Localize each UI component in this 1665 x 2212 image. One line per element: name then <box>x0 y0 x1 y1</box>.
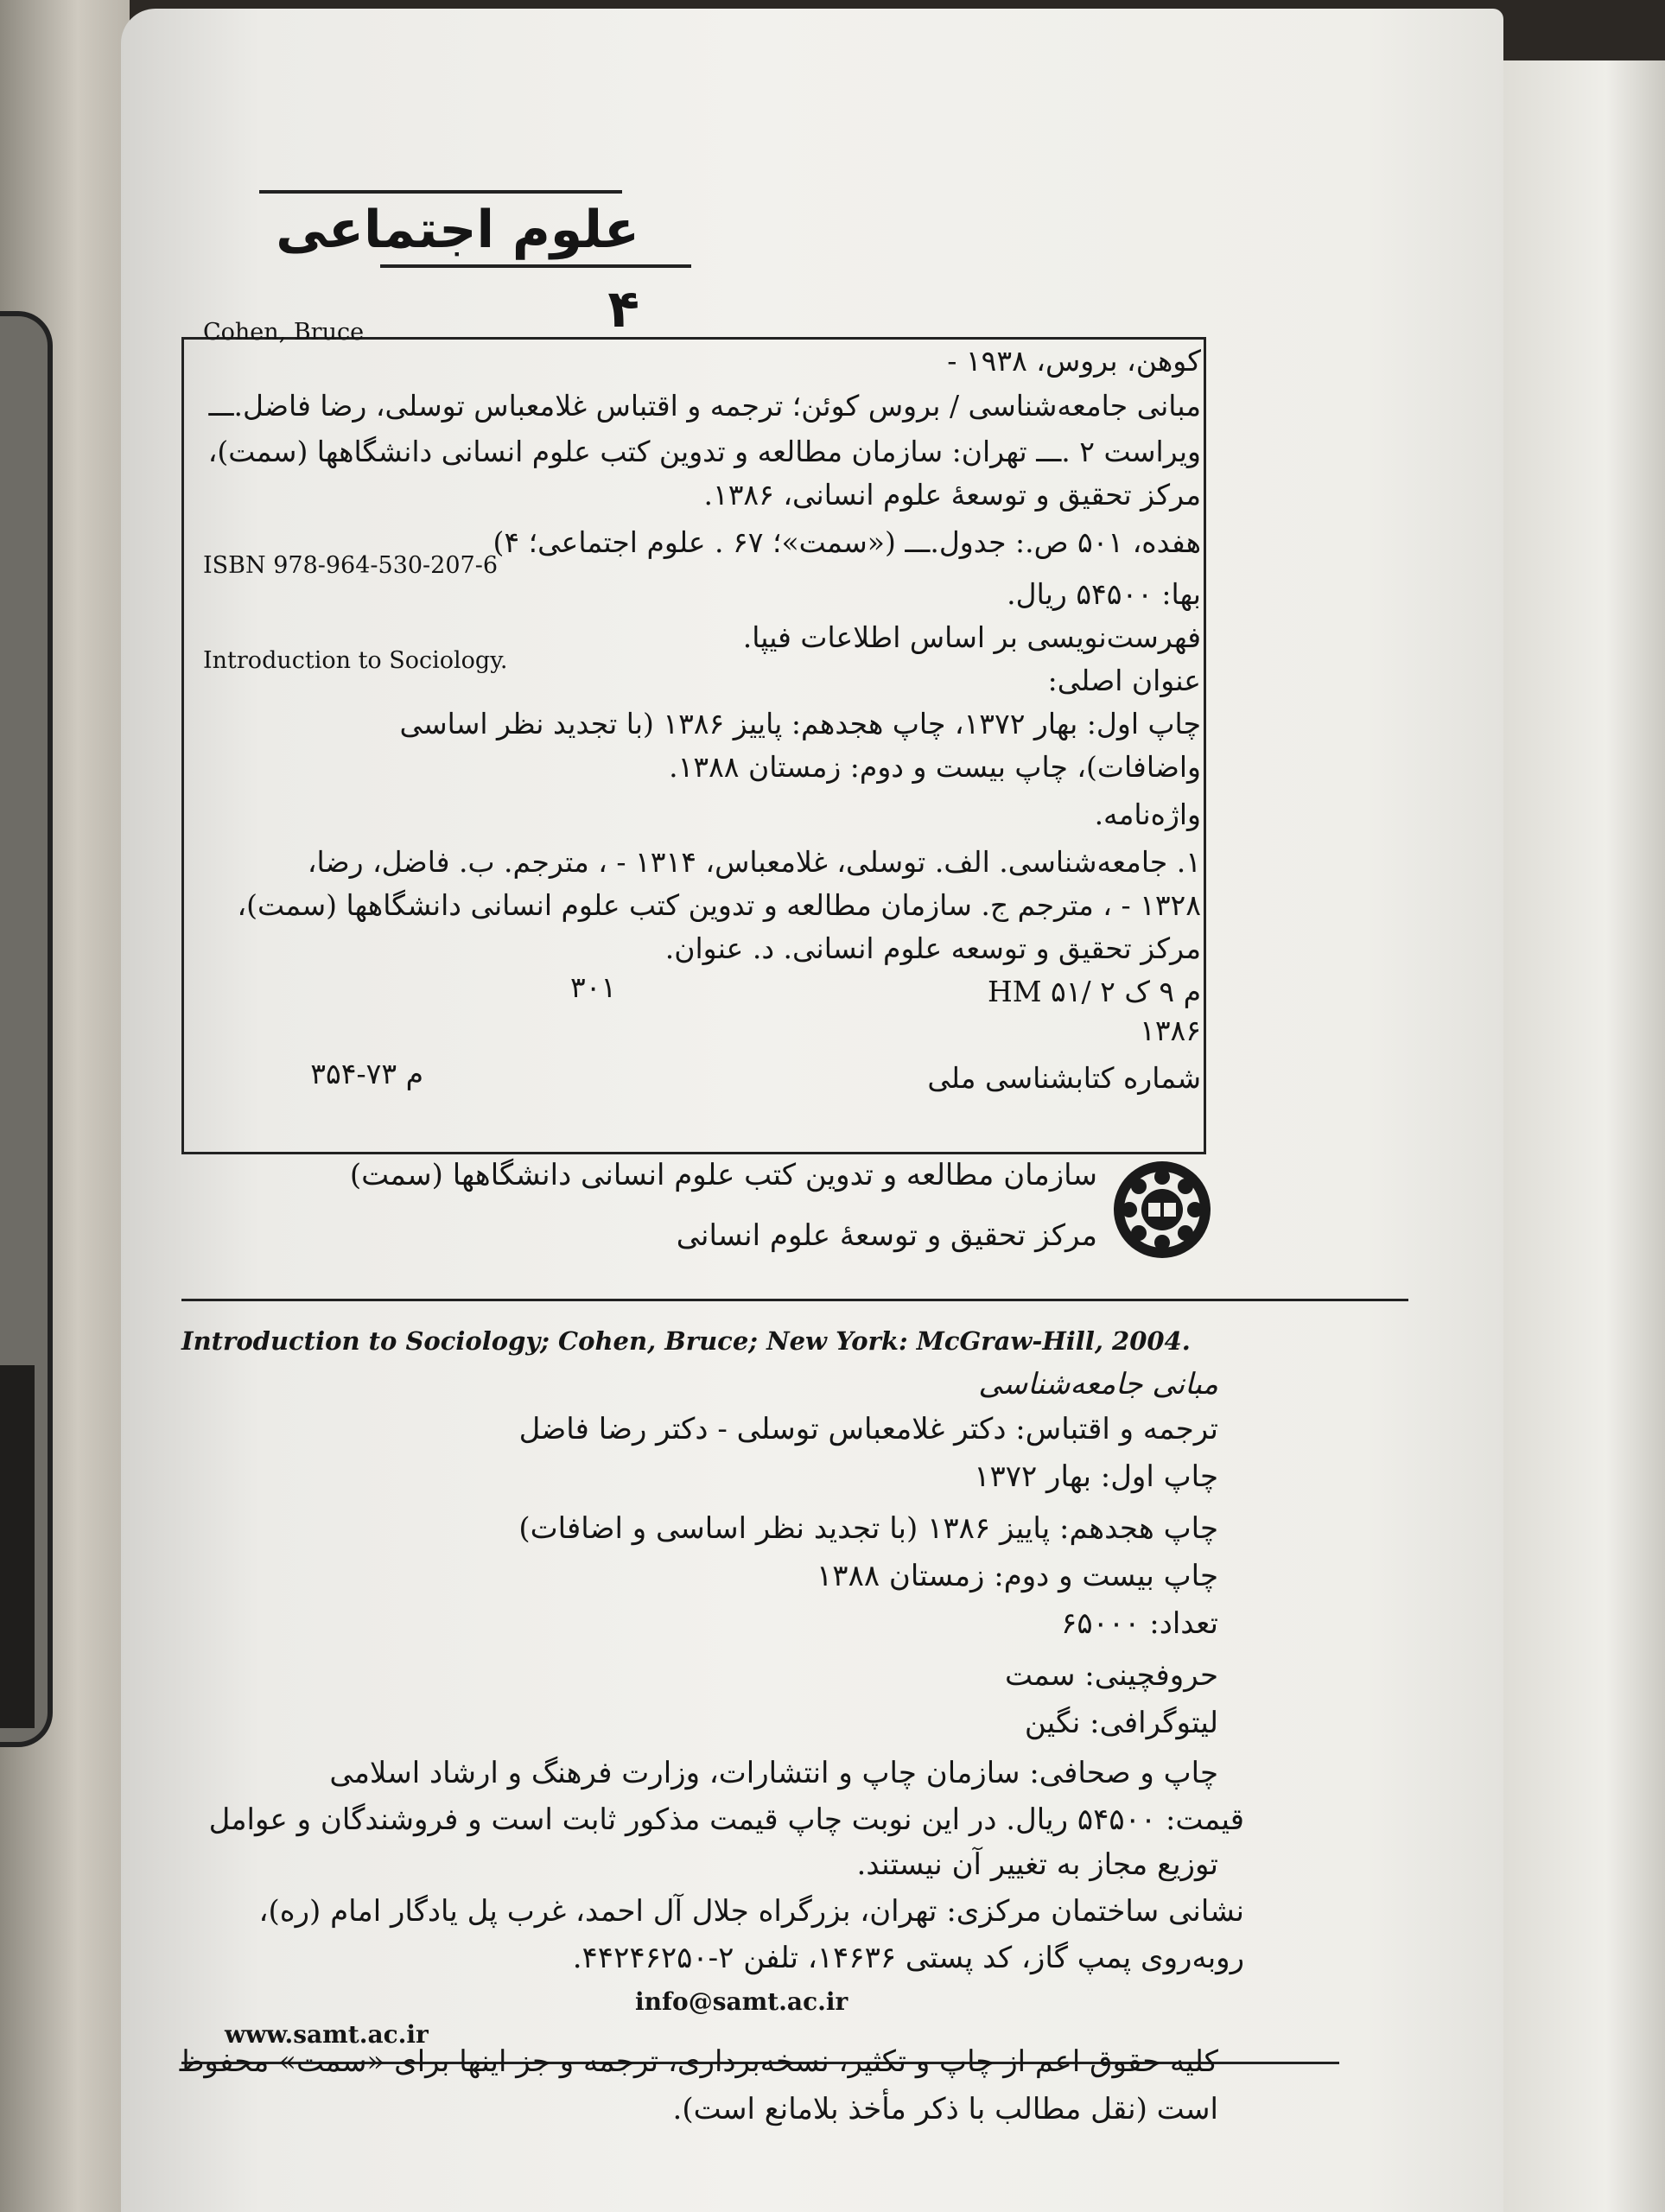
book-title: مبانی جامعه‌شناسی <box>978 1367 1218 1402</box>
publisher-name: سازمان مطالعه و تدوین کتب علوم انسانی دانشگاهها (سمت) <box>349 1158 1097 1192</box>
cip-line-9: چاپ اول: بهار ۱۳۷۲، چاپ هجدهم: پاییز ۱۳۸۶ (با تجدید نظر اساسی <box>399 707 1201 741</box>
rights-line-1: کلیه حقوق اعم از چاپ و تکثیر، نسخه‌برداری، ترجمه و جز اینها برای «سمت» محفوظ <box>176 2044 1218 2079</box>
price: قیمت: ۵۴۵۰۰ ریال. در این نوبت چاپ قیمت مذکور ثابت است و فروشندگان و عوامل <box>208 1802 1244 1837</box>
translators: ترجمه و اقتباس: دکتر غلامعباس توسلی - دکتر رضا فاضل <box>518 1412 1218 1446</box>
section-divider <box>181 1299 1408 1301</box>
website-link[interactable]: www.samt.ac.ir <box>225 2020 429 2049</box>
cip-line-12: ۱. جامعه‌شناسی. الف. توسلی، غلامعباس، ۱۳۱۴ - ، مترجم. ب. فاضل، رضا، <box>307 845 1201 879</box>
cip-national-label: شماره کتابشناسی ملی <box>927 1061 1201 1095</box>
cip-line-3: ویراست ۲ .ـــ تهران: سازمان مطالعه و تدوین کتب علوم انسانی دانشگاهها (سمت)، <box>207 435 1201 468</box>
series-title: علوم اجتماعی ۴ <box>276 200 639 340</box>
typesetting: حروفچینی: سمت <box>1004 1658 1218 1693</box>
price-note: توزیع مجاز به تغییر آن نیستند. <box>856 1847 1218 1882</box>
copyright-page <box>121 9 1503 2212</box>
cip-call-year: ۱۳۸۶ <box>1140 1014 1201 1047</box>
original-reference: Introduction to Sociology; Cohen, Bruce; New York: McGraw-Hill, 2004. <box>181 1326 1191 1356</box>
address: نشانی ساختمان مرکزی: تهران، بزرگراه جلال آل احمد، غرب پل یادگار امام (ره)، <box>258 1894 1244 1929</box>
previous-page-shadow <box>0 1365 35 1728</box>
first-edition: چاپ اول: بهار ۱۳۷۲ <box>974 1459 1218 1494</box>
twenty-second-edition: چاپ بیست و دوم: زمستان ۱۳۸۸ <box>817 1559 1218 1593</box>
cip-line-5: هفده، ۵۰۱ ص.: جدول.ـــ («سمت»؛ ۶۷ . علوم اجتماعی؛ ۴) <box>493 525 1201 559</box>
cip-original-title: Introduction to Sociology. <box>203 647 508 674</box>
publisher-center: مرکز تحقیق و توسعهٔ علوم انسانی <box>676 1218 1097 1253</box>
cip-line-2: مبانی جامعه‌شناسی / بروس کوئن؛ ترجمه و اقتباس غلامعباس توسلی، رضا فاضل.ـــ <box>208 389 1201 423</box>
cip-line-14: مرکز تحقیق و توسعه علوم انسانی. د. عنوان. <box>664 931 1201 965</box>
cip-isbn: ISBN 978-964-530-207-6 <box>203 552 499 579</box>
address-phone: روبه‌روی پمپ گاز، کد پستی ۱۴۶۳۶، تلفن ۲-۴۴۲۴۶۲۵۰. <box>572 1941 1244 1975</box>
samt-logo-icon <box>1110 1158 1214 1262</box>
cip-line-1: کوهن، بروس، ۱۹۳۸ - <box>947 344 1201 378</box>
cip-author-latin: Cohen, Bruce <box>203 319 365 346</box>
cip-line-7: فهرست‌نویسی بر اساس اطلاعات فیپا. <box>742 620 1201 654</box>
email-link[interactable]: info@samt.ac.ir <box>635 1987 848 2016</box>
rights-line-2: است (نقل مطالب با ذکر مأخذ بلامانع است). <box>672 2092 1218 2126</box>
cip-line-4: مرکز تحقیق و توسعهٔ علوم انسانی، ۱۳۸۶. <box>703 478 1201 512</box>
printing-binding: چاپ و صحافی: سازمان چاپ و انتشارات، وزارت فرهنگ و ارشاد اسلامی <box>329 1756 1218 1790</box>
print-run: تعداد: ۶۵۰۰۰ <box>1061 1606 1218 1641</box>
cip-line-8: عنوان اصلی: <box>1047 664 1201 697</box>
cip-call-number: HM ۵۱/ ۲ م ۹ ک <box>987 975 1201 1008</box>
cip-line-11: واژه‌نامه. <box>1094 798 1201 831</box>
cip-line-10: واضافات)، چاپ بیست و دوم: زمستان ۱۳۸۸. <box>669 750 1201 784</box>
cip-national-number: م ۷۳-۳۵۴ <box>310 1057 423 1090</box>
previous-page-edge <box>0 0 130 2212</box>
cip-dewey: ۳۰۱ <box>570 970 617 1004</box>
cip-line-13: ۱۳۲۸ - ، مترجم ج. سازمان مطالعه و تدوین کتب علوم انسانی دانشگاهها (سمت)، <box>237 888 1201 922</box>
cip-line-6: بها: ۵۴۵۰۰ ریال. <box>1007 577 1201 611</box>
eighteenth-edition: چاپ هجدهم: پاییز ۱۳۸۶ (با تجدید نظر اساسی و اضافات) <box>518 1511 1218 1546</box>
lithography: لیتوگرافی: نگین <box>1024 1706 1218 1740</box>
